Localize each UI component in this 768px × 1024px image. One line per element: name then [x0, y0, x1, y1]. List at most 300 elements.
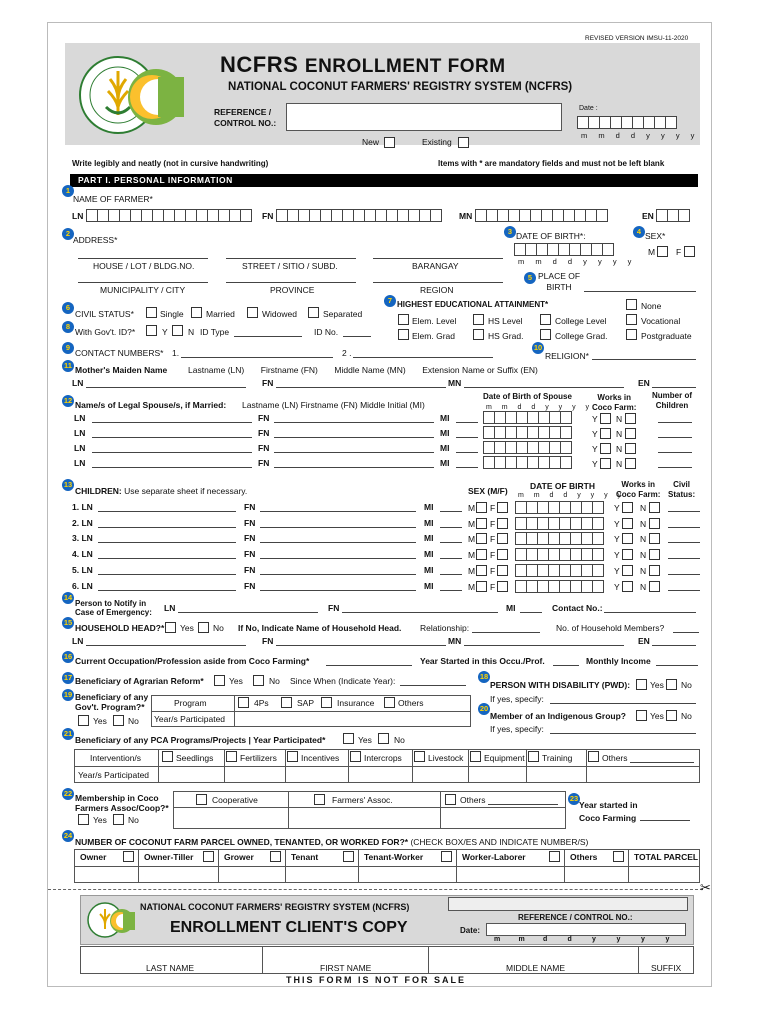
contact-1-label: 1.	[172, 348, 180, 358]
edu-vocational-checkbox[interactable]	[626, 314, 637, 325]
farmer-ln-boxes[interactable]	[86, 209, 251, 222]
child-mi-line[interactable]	[440, 558, 462, 559]
pca-col-divider	[348, 749, 349, 783]
spouse-works-n-label: N	[616, 414, 623, 424]
edu-hs-grad-checkbox[interactable]	[473, 329, 484, 340]
child-dob-boxes[interactable]	[515, 564, 603, 577]
parcel-tenant-checkbox[interactable]	[343, 851, 354, 862]
badge-19: 19	[63, 690, 73, 699]
program-4ps-label: 4Ps	[254, 698, 269, 708]
parcel-others-label: Others	[570, 852, 598, 862]
parcel-worker-laborer-label: Worker-Laborer	[462, 852, 526, 862]
membership-no-label: No	[128, 815, 139, 825]
emergency-fn-line[interactable]	[342, 612, 498, 613]
stub-name-div-2	[428, 946, 429, 974]
municipality-line[interactable]	[78, 282, 208, 283]
spouse-ln-label: LN	[74, 458, 86, 468]
spouse-works-n-checkbox[interactable]	[625, 443, 636, 454]
child-sex-f-checkbox[interactable]	[497, 565, 508, 576]
badge-14: 14	[63, 593, 73, 602]
year-coco-line[interactable]	[640, 820, 690, 821]
child-dob-boxes[interactable]	[515, 580, 603, 593]
pwd-yes-checkbox[interactable]	[636, 679, 647, 690]
child-fn-line[interactable]	[260, 590, 416, 591]
barangay-line[interactable]	[373, 258, 503, 259]
agrarian-since-line[interactable]	[400, 685, 466, 686]
member-coop-label: Cooperative	[212, 795, 258, 805]
parcel-worker-laborer-checkbox[interactable]	[549, 851, 560, 862]
edu-elem-level-label: Elem. Level	[412, 316, 457, 326]
id-no-line[interactable]	[343, 336, 371, 337]
pwd-no-checkbox[interactable]	[666, 679, 677, 690]
stub-date-format-char: y	[641, 936, 645, 943]
child-sex-f-checkbox[interactable]	[497, 533, 508, 544]
civil-married-label: Married	[206, 309, 235, 319]
parcel-col-divider	[628, 849, 629, 883]
spouse-fn-line[interactable]	[274, 422, 434, 423]
badge-22: 22	[63, 789, 73, 798]
child-works-n-checkbox[interactable]	[649, 502, 660, 513]
parcel-tenant-worker-checkbox[interactable]	[441, 851, 452, 862]
emergency-mi-line[interactable]	[520, 612, 542, 613]
house-line[interactable]	[78, 258, 208, 259]
child-sex-m-label: M	[468, 503, 476, 513]
spouse-works-y-checkbox[interactable]	[600, 443, 611, 454]
indigenous-ifyes-label: If yes, specify:	[490, 724, 544, 734]
child-works-n-label: N	[640, 503, 647, 513]
child-sex-m-checkbox[interactable]	[476, 565, 487, 576]
child-works-y-checkbox[interactable]	[622, 549, 633, 560]
child-fn-label: FN	[244, 517, 256, 528]
parcel-others-checkbox[interactable]	[613, 851, 624, 862]
stub-logo	[86, 897, 136, 943]
spouse-ln-line[interactable]	[92, 422, 252, 423]
parcel-owner-tiller-checkbox[interactable]	[203, 851, 214, 862]
edu-elem-grad-label: Elem. Grad	[412, 331, 455, 341]
membership-yes-checkbox[interactable]	[78, 814, 89, 825]
pca-intercrops-checkbox[interactable]	[350, 751, 361, 762]
agrarian-label: Beneficiary of Agrarian Reform*	[75, 676, 204, 686]
parcel-label	[75, 838, 588, 847]
child-fn-label: FN	[244, 564, 256, 575]
region-line[interactable]	[373, 282, 503, 283]
child-sex-m-checkbox[interactable]	[476, 518, 487, 529]
spouse-mi-line[interactable]	[456, 437, 478, 438]
pca-others-label: Others	[602, 753, 628, 763]
child-mi-line[interactable]	[440, 574, 462, 575]
place-of-birth-line[interactable]	[584, 291, 696, 292]
gov-program-no-checkbox[interactable]	[113, 715, 124, 726]
spouse-works-line1: Works in	[597, 393, 632, 402]
child-works-n-checkbox[interactable]	[649, 518, 660, 529]
spouse-dob-boxes[interactable]	[483, 441, 571, 454]
stub-date-format-char: d	[543, 936, 548, 943]
emergency-line2: Case of Emergency:	[75, 608, 152, 618]
title-enrollment: ENROLLMENT FORM	[304, 56, 506, 77]
agency-logo	[78, 49, 188, 141]
spouse-works-y-checkbox[interactable]	[600, 413, 611, 424]
child-works-y-checkbox[interactable]	[622, 518, 633, 529]
mother-mn-line[interactable]	[464, 387, 624, 388]
child-sex-m-checkbox[interactable]	[476, 549, 487, 560]
pca-seedlings-checkbox[interactable]	[162, 751, 173, 762]
spouse-dob-boxes[interactable]	[483, 426, 571, 439]
gov-program-line2: Gov't. Program?*	[75, 701, 145, 712]
child-ln-line[interactable]	[98, 590, 236, 591]
parcel-grower-checkbox[interactable]	[270, 851, 281, 862]
badge-16: 16	[63, 652, 73, 661]
spouse-works-label	[592, 393, 636, 412]
spouse-mi-line[interactable]	[456, 467, 478, 468]
new-label: New	[362, 137, 380, 147]
child-works-n-label: N	[640, 565, 647, 576]
stub-date-box[interactable]	[486, 923, 686, 936]
edu-postgrad-checkbox[interactable]	[626, 329, 637, 340]
parcel-col-divider	[138, 849, 139, 883]
pca-training-checkbox[interactable]	[528, 751, 539, 762]
contact-2-label: 2 .	[342, 348, 352, 358]
child-fn-line[interactable]	[260, 558, 416, 559]
badge-18: 18	[479, 672, 489, 681]
child-ln-line[interactable]	[98, 511, 236, 512]
emergency-mi-label: MI	[506, 603, 516, 613]
spouse-works-n-checkbox[interactable]	[625, 458, 636, 469]
agrarian-no-label: No	[269, 676, 280, 686]
stub-middle-name-label: MIDDLE NAME	[506, 963, 566, 973]
child-works-n-checkbox[interactable]	[649, 581, 660, 592]
child-works-n-label: N	[640, 550, 647, 561]
civil-married-checkbox[interactable]	[191, 307, 202, 318]
child-works-n-checkbox[interactable]	[649, 533, 660, 544]
gov-id-n-checkbox[interactable]	[172, 325, 183, 336]
pca-col-divider	[526, 749, 527, 783]
agrarian-yes-checkbox[interactable]	[214, 675, 225, 686]
child-sex-f-checkbox[interactable]	[497, 518, 508, 529]
program-insurance-checkbox[interactable]	[321, 697, 332, 708]
hh-mn-line[interactable]	[464, 645, 624, 646]
membership-line2: Farmers Assoc/Coop?*	[75, 802, 169, 813]
spouse-children-line[interactable]	[658, 452, 692, 453]
spouse-children-line[interactable]	[658, 467, 692, 468]
edu-elem-grad-checkbox[interactable]	[398, 329, 409, 340]
child-mi-line[interactable]	[440, 511, 462, 512]
badge-9: 9	[62, 342, 74, 354]
child-sex-f-checkbox[interactable]	[497, 581, 508, 592]
sex-f-label: F	[676, 247, 682, 257]
child-works-y-label: Y	[614, 565, 620, 576]
parcel-total-parcel-label: TOTAL PARCEL	[634, 852, 699, 862]
child-sex-m-checkbox[interactable]	[476, 533, 487, 544]
spouse-ln-line[interactable]	[92, 437, 252, 438]
spouse-mi-label: MI	[440, 428, 450, 438]
child-works-line1: Works in	[621, 480, 656, 489]
spouse-fn-line[interactable]	[274, 467, 434, 468]
hh-mn-label: MN	[448, 636, 462, 646]
pca-incentives-checkbox[interactable]	[287, 751, 298, 762]
id-no-label: ID No.	[314, 327, 339, 337]
spouse-works-y-checkbox[interactable]	[600, 458, 611, 469]
hh-en-line[interactable]	[652, 645, 696, 646]
sex-f-checkbox[interactable]	[684, 246, 695, 257]
edu-elem-level-checkbox[interactable]	[398, 314, 409, 325]
spouse-dob-format: m m d d y y y y	[486, 404, 594, 411]
badge-6: 6	[62, 302, 74, 314]
badge-23: 23	[569, 794, 579, 803]
parcel-owner-checkbox[interactable]	[123, 851, 134, 862]
cut-line	[48, 889, 703, 890]
pca-others-checkbox[interactable]	[588, 751, 599, 762]
pwd-ifyes-line[interactable]	[550, 703, 696, 704]
hh-ln-line[interactable]	[86, 645, 246, 646]
spouse-dob-boxes[interactable]	[483, 411, 571, 424]
hh-fn-line[interactable]	[276, 645, 446, 646]
pca-equipment-checkbox[interactable]	[470, 751, 481, 762]
contact-1-line[interactable]	[181, 357, 333, 358]
mother-fn-line[interactable]	[276, 387, 446, 388]
child-fn-line[interactable]	[260, 527, 416, 528]
children-note: Use separate sheet if necessary.	[124, 486, 248, 496]
child-mi-line[interactable]	[440, 590, 462, 591]
badge-11: 11	[62, 360, 74, 372]
farmer-en-label: EN	[642, 211, 654, 221]
child-works-y-checkbox[interactable]	[622, 502, 633, 513]
emergency-ln-label: LN	[164, 603, 176, 613]
spouse-works-n-checkbox[interactable]	[625, 428, 636, 439]
address-label: ADDRESS*	[73, 235, 118, 245]
gov-program-no-label: No	[128, 716, 139, 726]
child-ln-line[interactable]	[98, 527, 236, 528]
badge-4: 4	[633, 226, 645, 238]
child-civil-line[interactable]	[668, 590, 700, 591]
pca-fertilizers-label: Fertilizers	[240, 753, 277, 763]
farmer-ln-label: LN	[72, 211, 84, 221]
indigenous-ifyes-line[interactable]	[550, 733, 696, 734]
edu-college-level-checkbox[interactable]	[540, 314, 551, 325]
agrarian-yes-label: Yes	[229, 676, 243, 686]
sex-label: SEX*	[645, 231, 666, 241]
id-type-line[interactable]	[234, 336, 302, 337]
mother-ln-label: LN	[72, 378, 84, 388]
revision-label: REVISED VERSION IMSU-11-2020	[585, 35, 689, 42]
scissors-icon: ✂	[700, 880, 711, 895]
member-others-line[interactable]	[488, 804, 558, 805]
child-sex-m-checkbox[interactable]	[476, 581, 487, 592]
pca-no-checkbox[interactable]	[378, 733, 389, 744]
pca-fertilizers-checkbox[interactable]	[226, 751, 237, 762]
child-works-y-checkbox[interactable]	[622, 533, 633, 544]
child-civil-line[interactable]	[668, 511, 700, 512]
relationship-line[interactable]	[472, 632, 540, 633]
child-dob-boxes[interactable]	[515, 501, 603, 514]
member-farmers-checkbox[interactable]	[314, 794, 325, 805]
mother-en-label: EN	[638, 378, 650, 388]
civil-widowed-checkbox[interactable]	[247, 307, 258, 318]
household-yes-checkbox[interactable]	[165, 622, 176, 633]
new-checkbox[interactable]	[384, 137, 395, 148]
indigenous-no-checkbox[interactable]	[666, 710, 677, 721]
child-sex-f-checkbox[interactable]	[497, 549, 508, 560]
spouse-fn-line[interactable]	[274, 452, 434, 453]
emergency-ln-line[interactable]	[178, 612, 318, 613]
farmer-fn-boxes[interactable]	[276, 209, 441, 222]
gov-program-table-divider	[151, 711, 471, 712]
household-no-checkbox[interactable]	[198, 622, 209, 633]
date-label: Date :	[579, 105, 598, 112]
hh-members-label: No. of Household Members?	[556, 623, 665, 633]
hh-members-line[interactable]	[673, 632, 699, 633]
child-works-y-checkbox[interactable]	[622, 581, 633, 592]
dob-boxes[interactable]	[514, 243, 613, 256]
sex-m-label: M	[648, 247, 656, 257]
child-mi-line[interactable]	[440, 527, 462, 528]
religion-line[interactable]	[592, 359, 696, 360]
pca-intercrops-label: Intercrops	[364, 753, 402, 763]
child-ln-line[interactable]	[98, 574, 236, 575]
program-4ps-checkbox[interactable]	[238, 697, 249, 708]
parcel-tenant-worker-label: Tenant-Worker	[364, 852, 424, 862]
badge-7: 7	[384, 295, 396, 307]
child-fn-line[interactable]	[260, 542, 416, 543]
gov-id-y-checkbox[interactable]	[146, 325, 157, 336]
spouse-mi-line[interactable]	[456, 452, 478, 453]
spouse-works-y-checkbox[interactable]	[600, 428, 611, 439]
program-sap-checkbox[interactable]	[281, 697, 292, 708]
farmer-mn-boxes[interactable]	[475, 209, 607, 222]
gov-program-yes-label: Yes	[93, 716, 107, 726]
child-ln-line[interactable]	[98, 558, 236, 559]
pca-livestock-checkbox[interactable]	[414, 751, 425, 762]
child-works-y-label: Y	[614, 550, 620, 561]
membership-col-divider-1	[288, 791, 289, 829]
spouse-ln-label: LN	[74, 443, 86, 453]
child-works-n-checkbox[interactable]	[649, 549, 660, 560]
pca-livestock-label: Livestock	[428, 753, 464, 763]
spouse-children-label	[652, 391, 692, 410]
spouse-fn-label: FN	[258, 428, 270, 438]
child-civil-line[interactable]	[668, 542, 700, 543]
pca-training-label: Training	[542, 753, 573, 763]
child-civil-line[interactable]	[668, 574, 700, 575]
header-date-boxes[interactable]	[577, 116, 676, 129]
gov-program-yes-checkbox[interactable]	[78, 715, 89, 726]
mother-label: Mother's Maiden Name	[75, 365, 168, 375]
membership-no-checkbox[interactable]	[113, 814, 124, 825]
stub-date-format-char: m	[494, 936, 501, 943]
emergency-contact-line[interactable]	[604, 612, 696, 613]
stub-ref-box[interactable]	[448, 897, 688, 911]
year-coco-line1: Year started in	[579, 800, 638, 810]
edu-college-grad-checkbox[interactable]	[540, 329, 551, 340]
program-others-checkbox[interactable]	[384, 697, 395, 708]
child-fn-label: FN	[244, 580, 256, 591]
street-line[interactable]	[226, 258, 356, 259]
pob-line1: PLACE OF	[538, 271, 581, 281]
child-mi-line[interactable]	[440, 542, 462, 543]
ref-label-line1: REFERENCE /	[214, 107, 272, 117]
child-works-y-label: Y	[614, 503, 620, 513]
occupation-line[interactable]	[326, 665, 412, 666]
child-civil-line[interactable]	[668, 558, 700, 559]
mother-mn-label: MN	[448, 378, 462, 388]
spouse-ln-line[interactable]	[92, 467, 252, 468]
civil-separated-checkbox[interactable]	[308, 307, 319, 318]
child-mi-label: MI	[424, 502, 434, 512]
parcel-title: NUMBER OF COCONUT FARM PARCEL OWNED, TENANTED, OR WORKED FOR?*	[75, 837, 409, 847]
sex-m-checkbox[interactable]	[657, 246, 668, 257]
existing-checkbox[interactable]	[458, 137, 469, 148]
indigenous-yes-checkbox[interactable]	[636, 710, 647, 721]
pca-intervention-label: Intervention/s	[90, 753, 142, 763]
child-fn-line[interactable]	[260, 574, 416, 575]
stub-date-format-char: y	[665, 936, 670, 943]
child-civil-line[interactable]	[668, 527, 700, 528]
child-dob-boxes[interactable]	[515, 548, 603, 561]
pob-line2: BIRTH	[546, 282, 572, 293]
edu-none-label: None	[641, 301, 662, 311]
reference-input[interactable]	[286, 103, 562, 131]
parcel-col-divider	[358, 849, 359, 883]
civil-single-checkbox[interactable]	[146, 307, 157, 318]
child-dob-boxes[interactable]	[515, 517, 603, 530]
pca-others-line[interactable]	[630, 762, 694, 763]
monthly-income-label: Monthly Income	[586, 656, 651, 666]
household-ifno-label: If No, Indicate Name of Household Head.	[238, 623, 402, 633]
child-ln-line[interactable]	[98, 542, 236, 543]
agrarian-no-checkbox[interactable]	[253, 675, 264, 686]
spouse-fn-line[interactable]	[274, 437, 434, 438]
spouse-ln-label: LN	[74, 428, 86, 438]
province-line[interactable]	[226, 282, 356, 283]
member-others-checkbox[interactable]	[445, 794, 456, 805]
mother-en-line[interactable]	[652, 387, 696, 388]
member-coop-checkbox[interactable]	[196, 794, 207, 805]
region-label: REGION	[420, 285, 454, 295]
spouse-children-line[interactable]	[658, 437, 692, 438]
spouse-label: Name/s of Legal Spouse/s, if Married:	[75, 400, 227, 410]
child-works-n-label: N	[640, 518, 647, 529]
child-works-y-checkbox[interactable]	[622, 565, 633, 576]
child-sex-m-label: M	[468, 565, 476, 576]
monthly-income-line[interactable]	[656, 665, 698, 666]
child-sex-f-checkbox[interactable]	[497, 502, 508, 513]
child-fn-line[interactable]	[260, 511, 416, 512]
edu-hs-level-checkbox[interactable]	[473, 314, 484, 325]
edu-none-checkbox[interactable]	[626, 299, 637, 310]
gov-id-n-label: N	[188, 327, 195, 337]
spouse-dob-boxes[interactable]	[483, 456, 571, 469]
spouse-children-line[interactable]	[658, 422, 692, 423]
spouse-works-y-label: Y	[592, 444, 598, 454]
pca-yes-checkbox[interactable]	[343, 733, 354, 744]
badge-21: 21	[63, 729, 73, 738]
mother-ln-line[interactable]	[86, 387, 246, 388]
spouse-dob-label: Date of Birth of Spouse	[483, 392, 572, 401]
spouse-mi-line[interactable]	[456, 422, 478, 423]
edu-college-grad-label: College Grad.	[555, 331, 608, 341]
year-started-line[interactable]	[553, 665, 579, 666]
spouse-works-n-checkbox[interactable]	[625, 413, 636, 424]
child-works-n-checkbox[interactable]	[649, 565, 660, 576]
spouse-ln-line[interactable]	[92, 452, 252, 453]
indigenous-no-label: No	[681, 711, 692, 721]
parcel-note: (CHECK BOX/ES AND INDICATE NUMBER/S)	[410, 837, 589, 847]
farmer-en-boxes[interactable]	[656, 209, 689, 222]
badge-20: 20	[479, 704, 489, 713]
child-dob-boxes[interactable]	[515, 532, 603, 545]
child-sex-m-checkbox[interactable]	[476, 502, 487, 513]
contact-2-line[interactable]	[353, 357, 493, 358]
gov-id-y-label: Y	[162, 327, 168, 337]
